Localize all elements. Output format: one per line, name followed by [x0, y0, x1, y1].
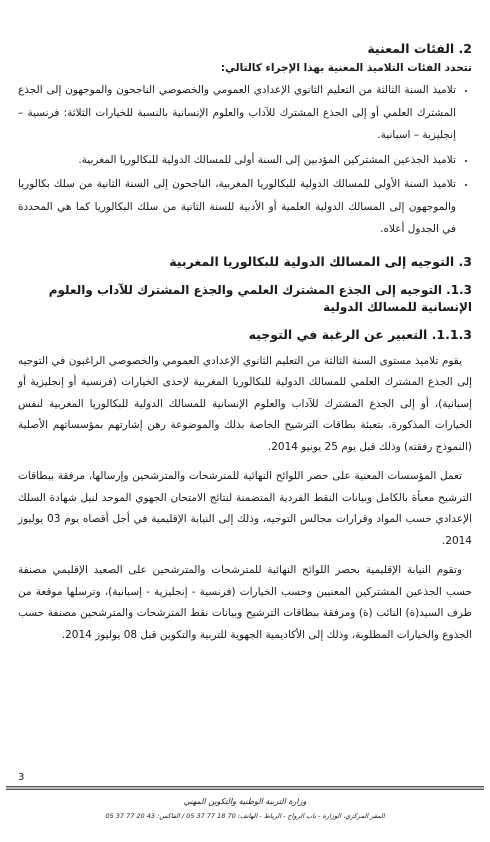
- page-number: 3: [18, 772, 25, 783]
- target-groups-list: [18, 79, 472, 241]
- section-3-heading: 3. التوجيه إلى المسالك الدولية للبكالوريا المغربية: [169, 253, 472, 269]
- list-item: • تلاميذ السنة الثالثة من التعليم الثانوي الإعدادي العمومي والخصوصي الناجحون والموجهون إلى الجذع المشترك العلمي أو إلى الجذع المشترك للآداب والعلوم الإنسانية بالنسبة للخيارات الثلاثة: فرنسية – إنجليزية – اسبانية.: [18, 79, 456, 147]
- paragraph: وتقوم النيابة الإقليمية بحصر اللوائح النهائية للمترشحات والمترشحين على الصعيد الإقليمي مصنفة حسب الجذعين المشتركين المعنيين وحسب الخيارات (فرنسية - إنجليزية - إسبانية)، وترسلها موقعة من طرف السيد(ة) النائب (ة) ومرفقة ببطاقات الترشيح وبيانات نقط المترشحات والمترشحين مصنفة حسب الجذوع والخيارات المطلوبة، وذلك إلى الأكاديمية الجهوية للتربية والتكوين قبل 08 يوليوز 2014.: [18, 564, 472, 641]
- section-2-heading: 2. الفئات المعنية: [367, 41, 472, 56]
- paragraph: تعمل المؤسسات المعنية على حصر اللوائح النهائية للمترشحات والمترشحين وإرسالها، مرفقة ببطاقات الترشيح معبأة بالكامل وبيانات النقط الفردية المتضمنة لنتائج الامتحان الجهوي الموحد لنيل شهادة السلك الإعدادي حسب المواد وقرارات مجالس التوجيه، وذلك إلى النيابة الإقليمية في أجل أقصاه يوم 03 يوليوز 2014.: [18, 470, 472, 547]
- paragraph: يقوم تلاميذ مستوى السنة الثالثة من التعليم الثانوي الإعدادي العمومي والخصوصي الراغبون في التوجيه إلى الجذع المشترك العلمي للمسالك الدولية للبكالوريا المغربية لإحدى الخيارات (فرنسية أو إنجليزية أو إسبانية)، أو إلى الجذع المشترك للآداب والعلوم الإنسانية للمسالك الدولية للبكالوريا المغربية لنفس الخيارات المذكورة، بتعبئة بطاقات الترشيح الخاصة بذلك والموضوعة رهن إشارتهم بمؤسساتهم الأصلية (النموذج رفقته) وذلك قبل يوم 25 يونيو 2014.: [18, 354, 472, 453]
- footer-divider: [6, 786, 484, 792]
- section-3-1-heading: 1.3. التوجيه إلى الجذع المشترك العلمي والجذع المشترك للآداب والعلوم الإنسانية للمسالك الدولية: [48, 282, 472, 314]
- list-item: • تلاميذ الجذعين المشتركين المؤدبين إلى السنة أولى للمسالك الدولية للبكالوريا المغربية.: [18, 149, 456, 172]
- section-2-intro: تتحدد الفئات التلاميذ المعنية بهذا الإجراء كالتالي:: [220, 62, 472, 74]
- footer-ministry-name: وزارة التربية الوطنية والتكوين المهني: [183, 797, 307, 806]
- section-3-1-1-heading: 1.1.3. التعبير عن الرغبة في التوجيه: [248, 326, 472, 342]
- list-item: • تلاميذ السنة الأولى للمسالك الدولية للبكالوريا المغربية، الناجحون إلى السنة الثانية من سلك بكالوريا والموجهون إلى المسالك الدولية العلمية أو الأدبية للسنة الثانية من سلك البكالوريا كما هي المحددة في الجدول أعلاه.: [18, 173, 456, 241]
- footer-address: المقر المركزي، الوزارة - باب الرواح - الرباط - الهاتف: 70 18 77 37 05 / الفاكس: 43 20 77 37 05: [105, 812, 385, 820]
